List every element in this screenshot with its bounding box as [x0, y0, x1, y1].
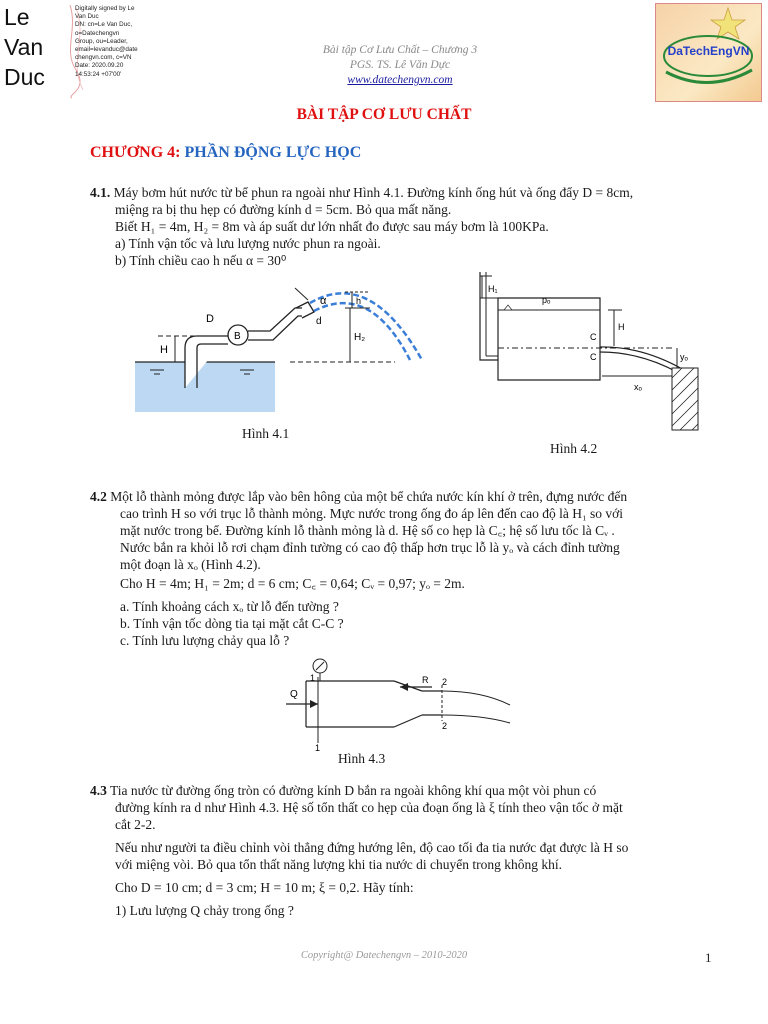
- logo: [655, 3, 762, 102]
- fig42-label-H1: H₁: [488, 284, 498, 294]
- fig42-label-xo: xₒ: [634, 382, 642, 392]
- problem-number: 4.3: [90, 783, 107, 798]
- figure-4-1-diagram: [130, 278, 460, 413]
- problem-4-2: 4.2 Một lỗ thành mỏng được lắp vào bên hông của một bể chứa nước kín khí ở trên, đựng nước đến cao trình H so với trục lỗ thành mỏng. Mực nước trong ống đo áp lên đến cao độ là H₁ so với mặt nước trong bể. Đường kính lỗ thành mỏng là d. Hệ số co hẹp là C꜀; hệ số lưu tốc là Cᵥ . Nước bắn ra khỏi lỗ rơi chạm đỉnh tường có cao độ thấp hơn trục lỗ là yₒ và cách đỉnh tường một đoạn là xₒ (Hình 4.2). Cho H = 4m; H₁ = 2m; d = 6 cm; C꜀ = 0,64; Cᵥ = 0,97; yₒ = 2m. a. Tính khoảng cách xₒ từ lỗ đến tường ? b. Tính vận tốc dòng tia tại mặt cắt C-C ? c. Tính lưu lượng chảy qua lỗ ?: [90, 489, 628, 648]
- problem-4-3: 4.3 Tia nước từ đường ống tròn có đường kính D bắn ra ngoài không khí qua một vòi phun có đường kính ra d như Hình 4.3. Hệ số tổn thất co hẹp của đoạn ống là ξ tính theo vận tốc ở mặt cắt 2-2. Nếu như người ta điều chỉnh vòi thẳng đứng hướng lên, độ cao tối đa tia nước đạt được là H so với miệng vòi. Bỏ qua tổn thất năng lượng khi tia nước di chuyển trong không khí. Cho D = 10 cm; d = 3 cm; H = 10 m; ξ = 0,2. Hãy tính: 1) Lưu lượng Q chảy trong ống ?: [90, 783, 629, 918]
- fig42-label-C-bottom: C: [590, 352, 597, 362]
- problem-number: 4.1.: [90, 185, 111, 200]
- fig43-label-2-bottom: 2: [442, 721, 448, 731]
- fig43-label-1-bottom: 1: [315, 743, 321, 753]
- fig41-label-D: D: [206, 313, 214, 325]
- fig41-label-B: B: [234, 331, 241, 342]
- figure-4-2-diagram: [472, 268, 704, 436]
- chapter-heading: [90, 144, 361, 162]
- figure-4-1-caption: Hình 4.1: [242, 426, 290, 441]
- fig41-label-h: h: [356, 296, 362, 306]
- fig42-label-po: pₒ: [542, 295, 551, 305]
- signature-name: Le Van Duc: [4, 4, 45, 90]
- header-author: PGS. TS. Lê Văn Dực: [349, 59, 451, 71]
- fig43-label-R: R: [422, 675, 429, 685]
- figure-4-3-diagram: [282, 655, 514, 753]
- fig41-label-d: d: [316, 316, 322, 327]
- fig43-label-1-top: 1: [310, 673, 316, 683]
- problem-4-1: 4.1. Máy bơm hút nước từ bể phun ra ngoài như Hình 4.1. Đường kính ống hút và ống đẩy D = 8cm, miệng ra bị thu hẹp có đường kính d = 5cm. Bỏ qua mất năng. Biết H₁ = 4m, H₂ = 8m và áp suất dư lớn nhất đo được sau máy bơm là 100KPa. a) Tính vận tốc và lưu lượng nước phun ra ngoài. b) Tính chiều cao h nếu α = 30⁰: [90, 185, 634, 268]
- figure-4-3-caption: Hình 4.3: [338, 751, 386, 766]
- chapter-number: CHƯƠNG 4:: [90, 144, 181, 161]
- fig41-label-H2: H₂: [354, 332, 366, 343]
- logo-text: DaTechEngVN: [667, 44, 750, 58]
- fig41-label-alpha: α: [320, 295, 327, 307]
- page-number: 1: [705, 950, 712, 965]
- fig42-label-H: H: [618, 322, 625, 332]
- fig41-label-H: H: [160, 344, 168, 356]
- fig43-label-Q: Q: [290, 689, 298, 700]
- page-title: BÀI TẬP CƠ LƯU CHẤT: [296, 106, 472, 123]
- header-website-link[interactable]: www.datechengvn.com: [347, 74, 453, 86]
- figure-4-2-caption: Hình 4.2: [550, 441, 598, 456]
- header-website-wrap: [250, 74, 550, 86]
- fig42-label-C-top: C: [590, 332, 597, 342]
- problem-number: 4.2: [90, 489, 107, 504]
- footer-copyright: Copyright@ Datechengvn – 2010-2020: [300, 950, 468, 961]
- signature-details: Digitally signed by Le Van Duc DN: cn=Le Van Duc, o=Datechengvn Group, ou=Leader, email=levanduc@date chengvn.com, c=VN Date: 2020.09.20 14:53:24 +07'00': [75, 5, 138, 78]
- fig42-label-yo: yₒ: [680, 352, 688, 362]
- chapter-name: PHẦN ĐỘNG LỰC HỌC: [184, 144, 362, 161]
- header-course: Bài tập Cơ Lưu Chất – Chương 3: [322, 44, 478, 56]
- fig43-label-2-top: 2: [442, 677, 448, 687]
